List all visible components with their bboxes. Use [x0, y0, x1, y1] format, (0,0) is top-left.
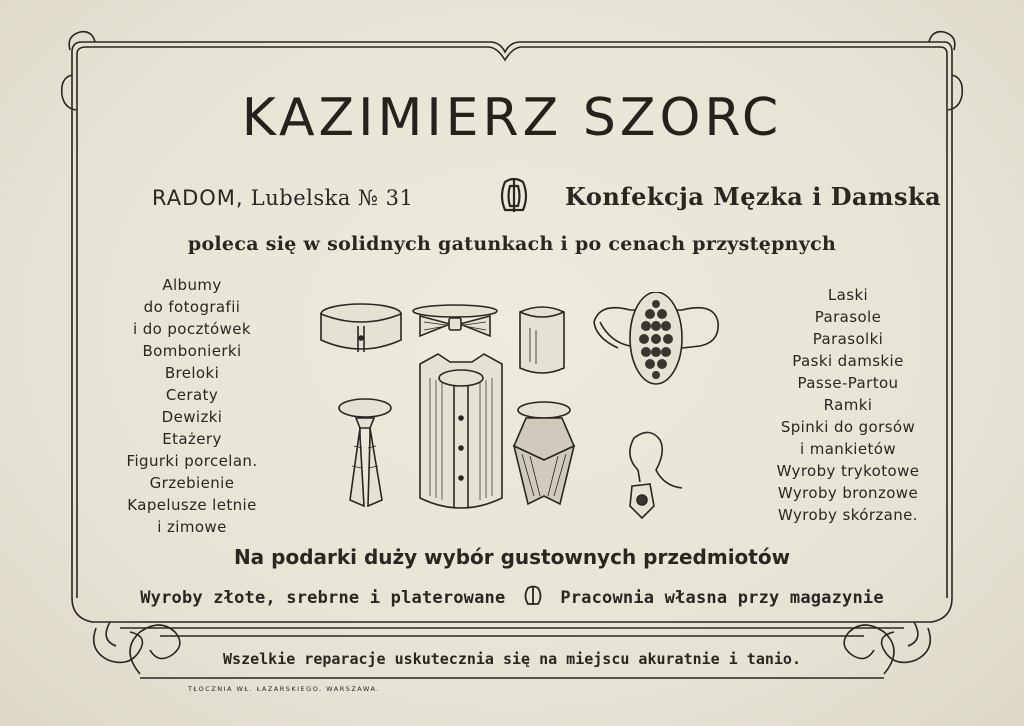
- products-right-text: Pracownia własna przy magazynie: [560, 588, 884, 608]
- list-item: Ramki: [823, 396, 873, 414]
- list-item: Laski: [827, 286, 869, 304]
- cuff-icon: [514, 302, 570, 378]
- ornament-separator-icon: [522, 585, 544, 607]
- cravat-icon: [508, 400, 580, 508]
- page-title: KAZIMIERZ SZORC: [241, 88, 783, 148]
- list-item: do fotografii: [143, 298, 241, 316]
- left-product-list: [92, 274, 292, 538]
- printer-credit: TŁOCZNIA WŁ. ŁAZARSKIEGO. WARSZAWA.: [188, 685, 380, 693]
- list-item: Etażery: [162, 430, 222, 448]
- products-left-text: Wyroby złote, srebrne i platerowane: [140, 588, 506, 608]
- list-item: Albumy: [162, 276, 222, 294]
- products-line: [0, 585, 1024, 608]
- list-item: Wyroby skórzane.: [778, 506, 918, 524]
- list-item: Ceraty: [165, 386, 219, 404]
- gifts-line: Na podarki duży wybór gustownych przedmiotów: [233, 545, 791, 569]
- list-item: Parasolki: [812, 330, 884, 348]
- tagline: poleca się w solidnych gatunkach i po cenach przystępnych: [187, 233, 837, 255]
- business-type: Konfekcja Męzka i Damska: [565, 182, 942, 211]
- shirt-front-icon: [414, 348, 508, 518]
- list-item: Figurki porcelan.: [126, 452, 258, 470]
- list-item: Passe-Partou: [797, 374, 899, 392]
- repairs-line: Wszelkie reparacje uskutecznia się na miejscu akuratnie i tanio.: [223, 650, 801, 668]
- list-item: i do pocztówek: [132, 320, 252, 338]
- list-item: Grzebienie: [149, 474, 235, 492]
- monogram-icon: [497, 176, 531, 216]
- address-city: RADOM,: [152, 186, 244, 210]
- list-item: i zimowe: [157, 518, 227, 536]
- ring-icon: [590, 292, 722, 392]
- list-item: Wyroby trykotowe: [776, 462, 920, 480]
- right-product-list: [748, 284, 948, 526]
- list-item: Parasole: [814, 308, 882, 326]
- necktie-icon: [336, 396, 394, 508]
- list-item: i mankietów: [799, 440, 897, 458]
- list-item: Kapelusze letnie: [127, 496, 257, 514]
- list-item: Breloki: [164, 364, 220, 382]
- list-item: Dewizki: [161, 408, 223, 426]
- list-item: Bombonierki: [142, 342, 242, 360]
- address-street: Lubelska № 31: [250, 186, 414, 210]
- bow-tie-icon: [410, 302, 500, 342]
- list-item: Paski damskie: [792, 352, 904, 370]
- list-item: Spinki do gorsów: [780, 418, 916, 436]
- address: [152, 186, 413, 210]
- earring-icon: [620, 426, 690, 524]
- list-item: Wyroby bronzowe: [777, 484, 919, 502]
- collar-icon: [318, 300, 404, 362]
